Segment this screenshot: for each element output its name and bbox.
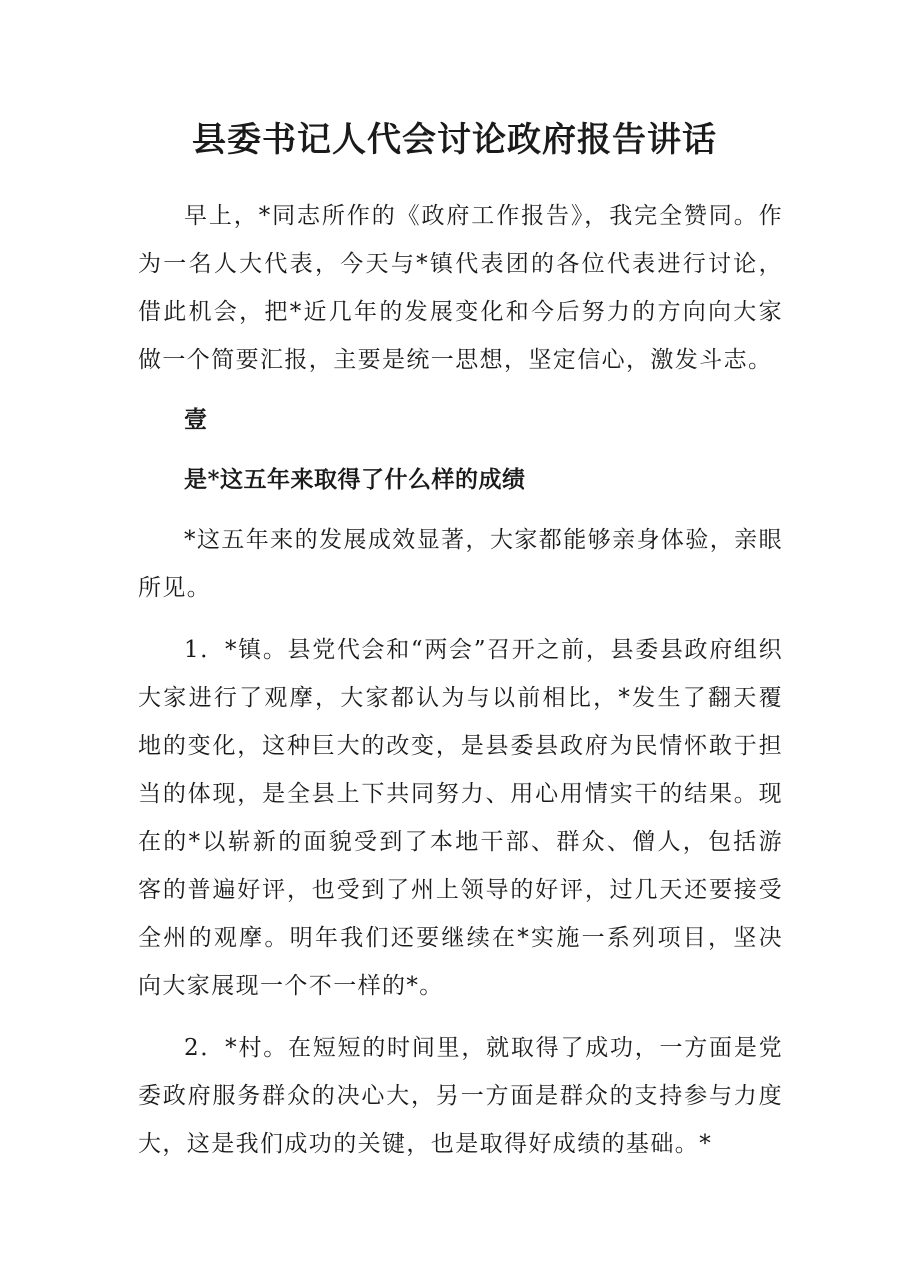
- document-title: 县委书记人代会讨论政府报告讲话: [192, 120, 717, 160]
- section-number: 壹: [184, 406, 208, 433]
- paragraph-item-2: 2．*村。在短短的时间里，就取得了成功，一方面是党委政府服务群众的决心大，另一方面是群众的支持参与力度大，这是我们成功的关键，也是取得好成绩的基础。*: [138, 1035, 783, 1157]
- section-heading: 是*这五年来取得了什么样的成绩: [184, 466, 526, 493]
- paragraph-summary: *这五年来的发展成效显著，大家都能够亲身体验，亲眼所见。: [138, 527, 783, 601]
- paragraph-intro: 早上，*同志所作的《政府工作报告》，我完全赞同。作为一名人大代表，今天与*镇代表团的各位代表进行讨论，借此机会，把*近几年的发展变化和今后努力的方向向大家做一个简要汇报，主要是统一思想，坚定信心，激发斗志。: [138, 203, 783, 373]
- paragraph-item-1: 1．*镇。县党代会和“两会”召开之前，县委县政府组织大家进行了观摩，大家都认为与以前相比，*发生了翻天覆地的变化，这种巨大的改变，是县委县政府为民情怀敢于担当的体现，是全县上下共同努力、用心用情实干的结果。现在的*以崭新的面貌受到了本地干部、群众、僧人，包括游客的普遍好评，也受到了州上领导的好评，过几天还要接受全州的观摩。明年我们还要继续在*实施一系列项目，坚决向大家展现一个不一样的*。: [138, 637, 783, 999]
- document-body: [138, 192, 783, 1168]
